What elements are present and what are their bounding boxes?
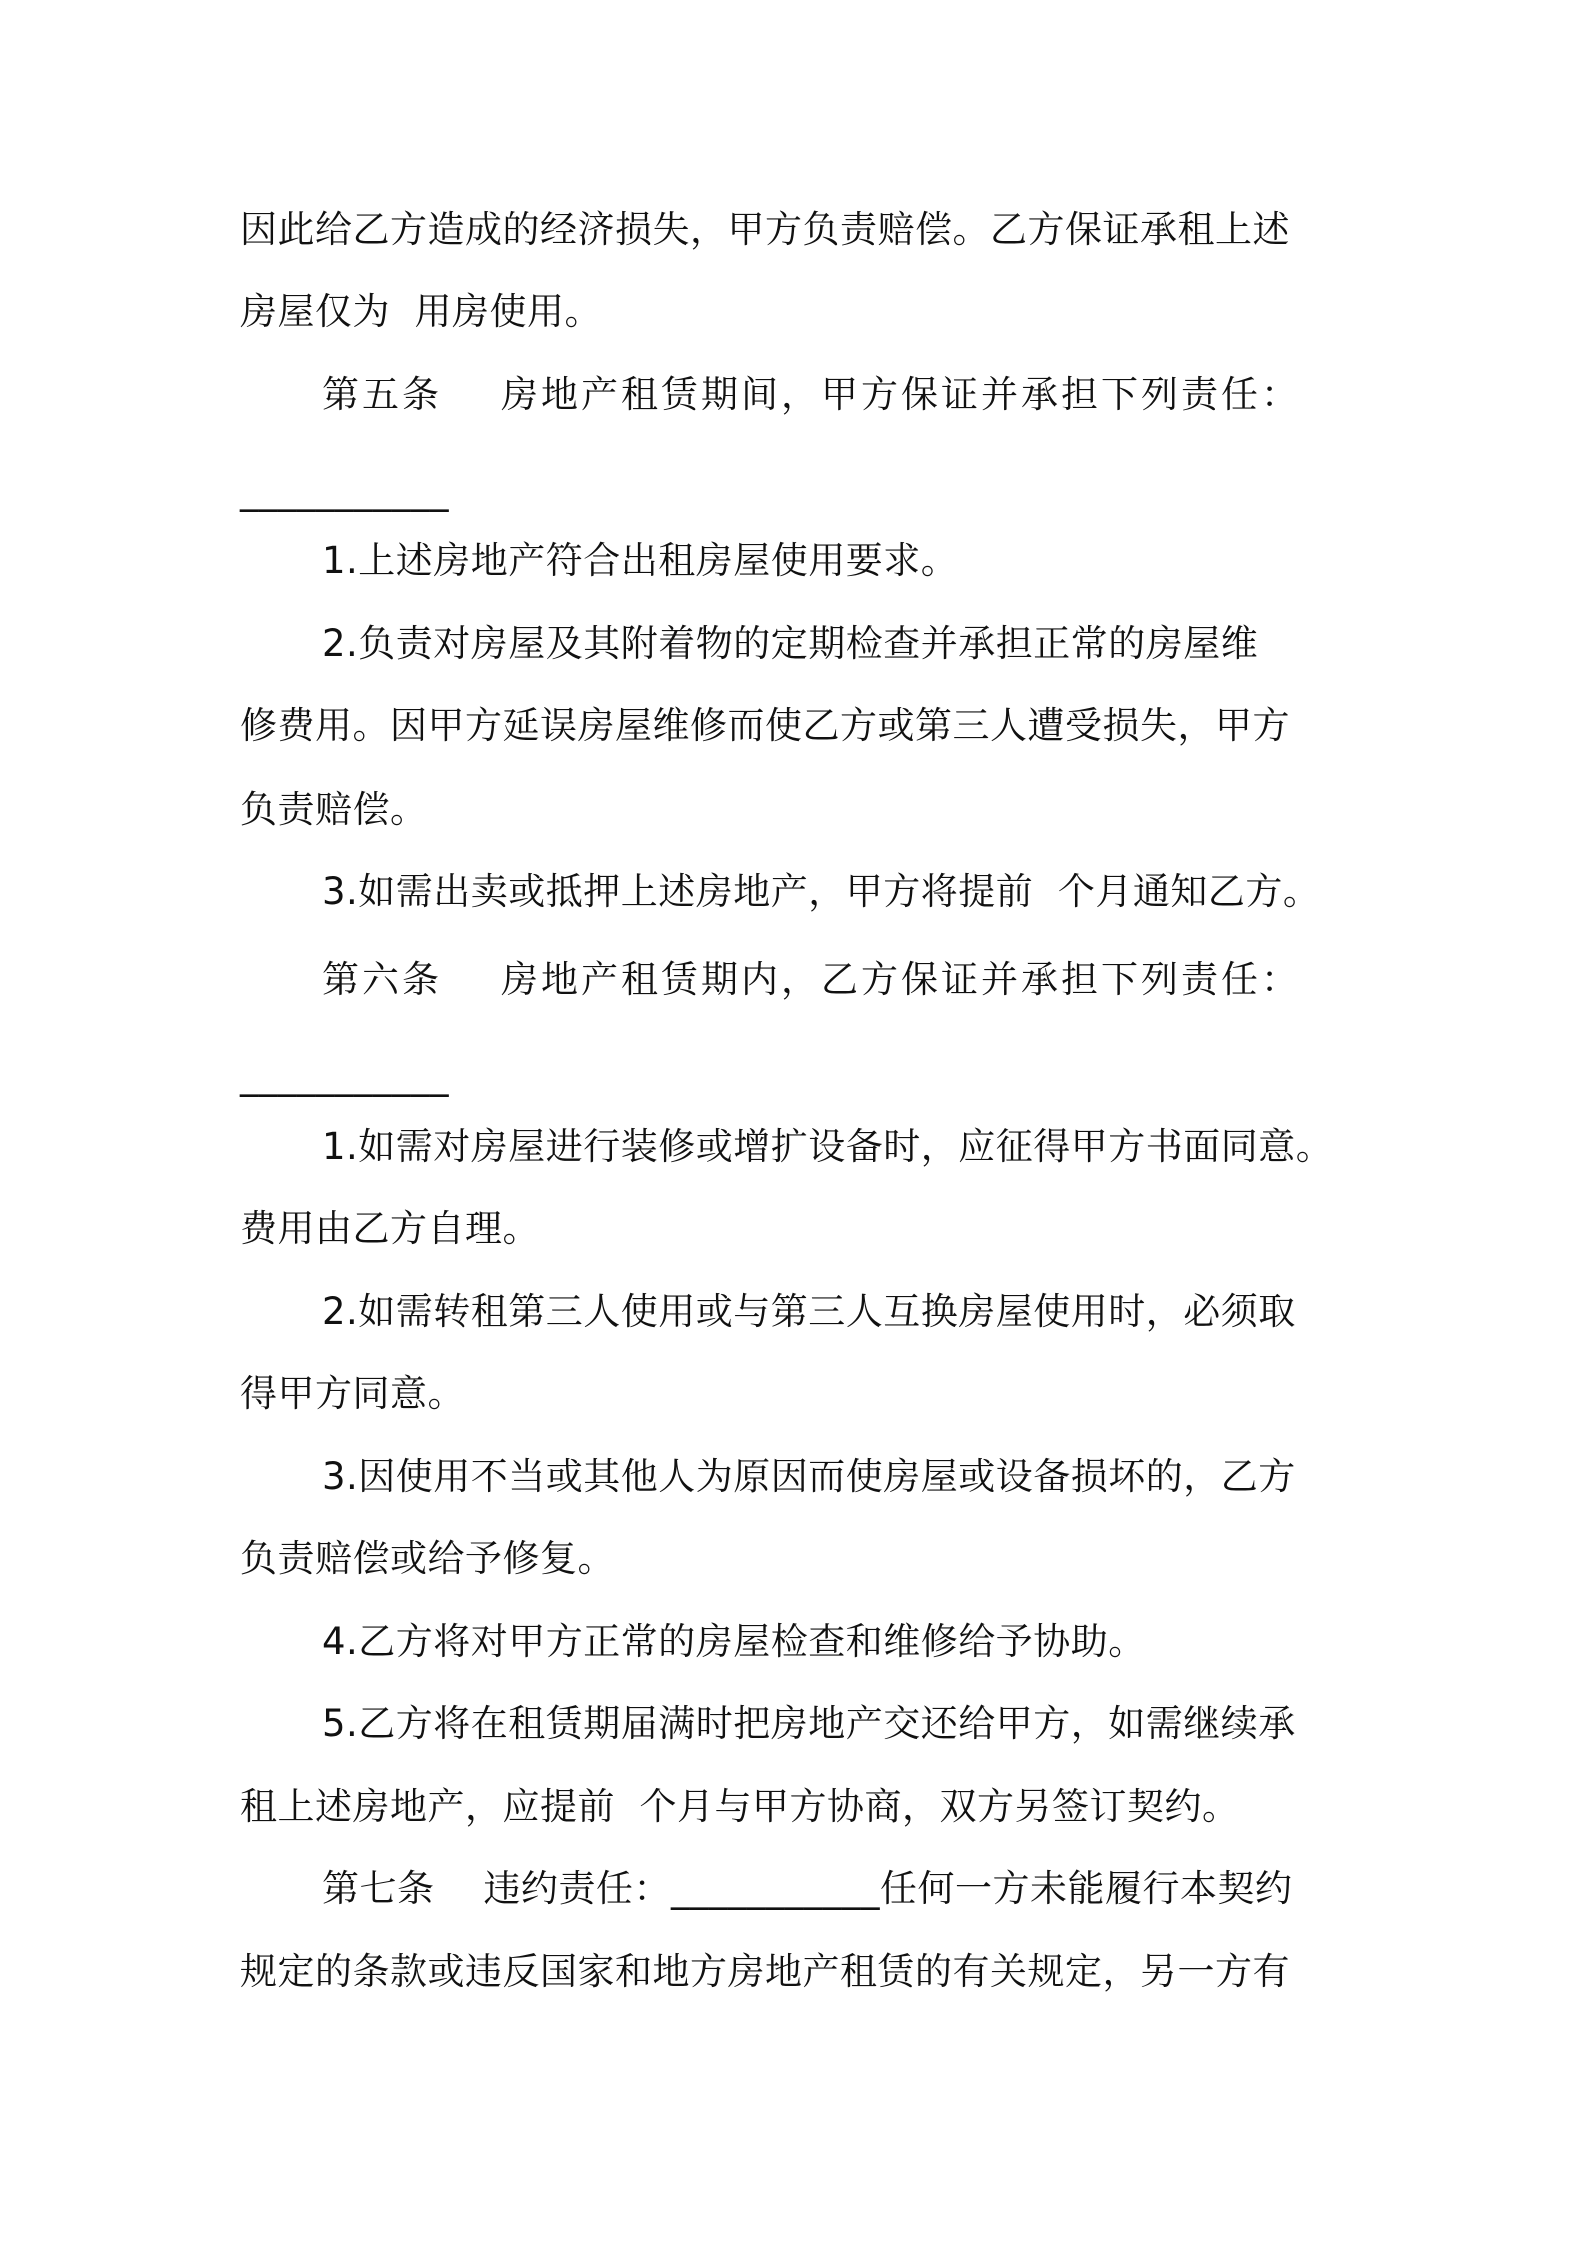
text-line-2: 房屋仅为 用房使用。 xyxy=(240,290,603,333)
text-line-7: 修费用。因甲方延误房屋维修而使乙方或第三人遭受损失，甲方 xyxy=(240,704,1290,747)
article-6-item-4: 4.乙方将对甲方正常的房屋检查和维修给予协助。 xyxy=(322,1620,1146,1663)
article-5-item-3: 3.如需出卖或抵押上述房地产，甲方将提前 个月通知乙方。 xyxy=(322,870,1321,913)
article-5-item-2: 2.负责对房屋及其附着物的定期检查并承担正常的房屋维 xyxy=(322,622,1259,665)
article-6-item-1: 1.如需对房屋进行装修或增扩设备时，应征得甲方书面同意。 xyxy=(322,1125,1334,1168)
text-line-8: 负责赔偿。 xyxy=(240,788,428,831)
text-line-15: 得甲方同意。 xyxy=(240,1372,465,1415)
article-6-item-5: 5.乙方将在租赁期届满时把房地产交还给甲方，如需继续承 xyxy=(322,1702,1296,1745)
article-6-heading: 第六条 房地产租赁期内，乙方保证并承担下列责任： xyxy=(322,958,1302,1001)
text-line-17: 负责赔偿或给予修复。 xyxy=(240,1537,615,1580)
text-line-20: 租上述房地产，应提前 个月与甲方协商，双方另签订契约。 xyxy=(240,1785,1240,1828)
text-line-22: 规定的条款或违反国家和地方房地产租赁的有关规定，另一方有 xyxy=(240,1950,1290,1993)
article-6-item-2: 2.如需转租第三人使用或与第三人互换房屋使用时，必须取 xyxy=(322,1290,1296,1333)
article-5-item-1: 1.上述房地产符合出租房屋使用要求。 xyxy=(322,539,959,582)
article-6-item-3: 3.因使用不当或其他人为原因而使房屋或设备损坏的，乙方 xyxy=(322,1455,1296,1498)
article-5-heading: 第五条 房地产租赁期间，甲方保证并承担下列责任： xyxy=(322,373,1302,416)
blank-line-2: ___________ xyxy=(240,1054,449,1097)
text-line-1: 因此给乙方造成的经济损失，甲方负责赔偿。乙方保证承租上述 xyxy=(240,208,1290,251)
text-line-13: 费用由乙方自理。 xyxy=(240,1207,540,1250)
blank-line-1: ___________ xyxy=(240,469,449,512)
article-7-heading: 第七条 违约责任：___________任何一方未能履行本契约 xyxy=(322,1867,1293,1910)
